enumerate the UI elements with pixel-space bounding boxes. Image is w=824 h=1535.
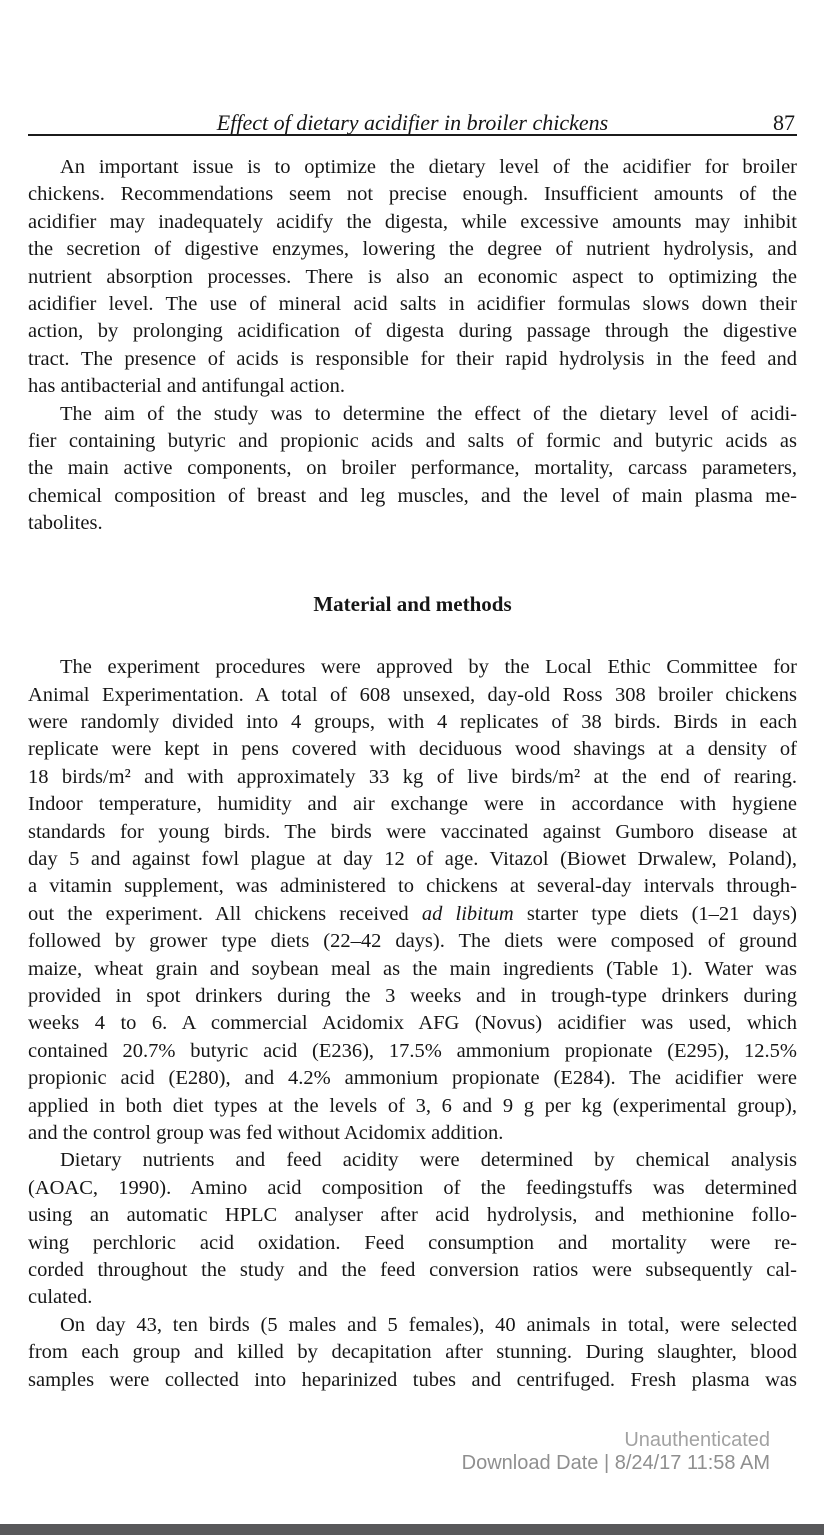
text-line: day 5 and against fowl plague at day 12 of age. Vitazol (Biowet Drwalew, Poland), [28,847,797,870]
text-line: acidifier may inadequately acidify the digesta, while excessive amounts may inhibit [28,210,797,233]
paragraph-intro-1 [28,154,797,401]
text-line: contained 20.7% butyric acid (E236), 17.5% ammonium propionate (E295), 12.5% [28,1039,797,1062]
text-line: and the control group was fed without Acidomix addition. [28,1122,504,1144]
paragraph-intro-2 [28,401,797,538]
paragraph-methods-3 [28,1312,797,1394]
text-line: corded throughout the study and the feed conversion ratios were subsequently cal- [28,1259,797,1282]
text-line: provided in spot drinkers during the 3 weeks and in trough-type drinkers during [28,984,797,1007]
text-line: using an automatic HPLC analyser after acid hydrolysis, and methionine follo- [28,1204,797,1227]
text-line: samples were collected into heparinized tubes and centrifuged. Fresh plasma was [28,1368,797,1391]
text-line: tract. The presence of acids is responsible for their rapid hydrolysis in the feed and [28,347,797,370]
text-line: 18 birds/m² and with approximately 33 kg of live birds/m² at the end of rearing. [28,765,797,788]
stamp-download-date: Download Date | 8/24/17 11:58 AM [461,1452,770,1474]
text-line: followed by grower type diets (22–42 days). The diets were composed of ground [28,930,797,953]
text-line: tabolites. [28,512,103,535]
text-line: fier containing butyric and propionic acids and salts of formic and butyric acids as [28,430,797,453]
text-line: On day 43, ten birds (5 males and 5 females), 40 animals in total, were selected [60,1313,797,1336]
text-line: propionic acid (E280), and 4.2% ammonium propionate (E284). The acidifier were [28,1067,797,1090]
text-line: action, by prolonging acidification of digesta during passage through the digestive [28,320,797,343]
stamp-unauthenticated: Unauthenticated [624,1429,770,1451]
text-line: the secretion of digestive enzymes, lowering the degree of nutrient hydrolysis, and [28,238,797,261]
bottom-edge-bar [0,1524,824,1535]
text-line: maize, wheat grain and soybean meal as the main ingredients (Table 1). Water was [28,957,797,980]
text-line: from each group and killed by decapitation after stunning. During slaughter, blood [28,1341,797,1364]
text-line: Dietary nutrients and feed acidity were determined by chemical analysis [60,1149,797,1172]
text-line: wing perchloric acid oxidation. Feed consumption and mortality were re- [28,1231,797,1254]
text-line: Indoor temperature, humidity and air exchange were in accordance with hygiene [28,793,797,816]
article-body [28,154,797,1394]
text-line: has antibacterial and antifungal action. [28,375,346,398]
text-line: a vitamin supplement, was administered to chickens at several-day intervals through- [28,875,797,898]
text-line: acidifier level. The use of mineral acid salts in acidifier formulas slows down their [28,293,797,316]
text-line: culated. [28,1286,93,1309]
page-number: 87 [773,110,795,135]
section-heading-material-and-methods: Material and methods [313,591,512,616]
text-line: weeks 4 to 6. A commercial Acidomix AFG (Novus) acidifier was used, which [28,1012,797,1035]
text-line: out the experiment. All chickens received ad libitum starter type diets (1–21 days) [28,902,798,925]
text-line: The aim of the study was to determine the effect of the dietary level of acidi- [60,402,797,425]
running-title: Effect of dietary acidifier in broiler chickens [216,110,609,135]
paragraph-methods-2 [28,1147,797,1311]
text-line: An important issue is to optimize the dietary level of the acidifier for broiler [60,156,797,178]
text-line: applied in both diet types at the levels of 3, 6 and 9 g per kg (experimental group), [28,1094,797,1117]
text-line: were randomly divided into 4 groups, with 4 replicates of 38 birds. Birds in each [28,710,797,733]
text-line: (AOAC, 1990). Amino acid composition of the feedingstuffs was determined [28,1176,797,1199]
text-line: replicate were kept in pens covered with deciduous wood shavings at a density of [28,738,797,761]
text-line: the main active components, on broiler performance, mortality, carcass parameters, [28,457,797,480]
download-stamp [462,1429,770,1475]
text-line: standards for young birds. The birds were vaccinated against Gumboro disease at [28,820,797,843]
text-line: nutrient absorption processes. There is also an economic aspect to optimizing the [28,265,797,288]
page-header [28,109,797,136]
text-line: Animal Experimentation. A total of 608 unsexed, day-old Ross 308 broiler chickens [28,683,797,706]
text-line: chickens. Recommendations seem not precise enough. Insufficient amounts of the [28,183,797,206]
paragraph-methods-1 [28,654,797,1147]
text-line: The experiment procedures were approved by the Local Ethic Committee for [60,656,797,679]
text-line: chemical composition of breast and leg muscles, and the level of main plasma me- [28,484,797,507]
